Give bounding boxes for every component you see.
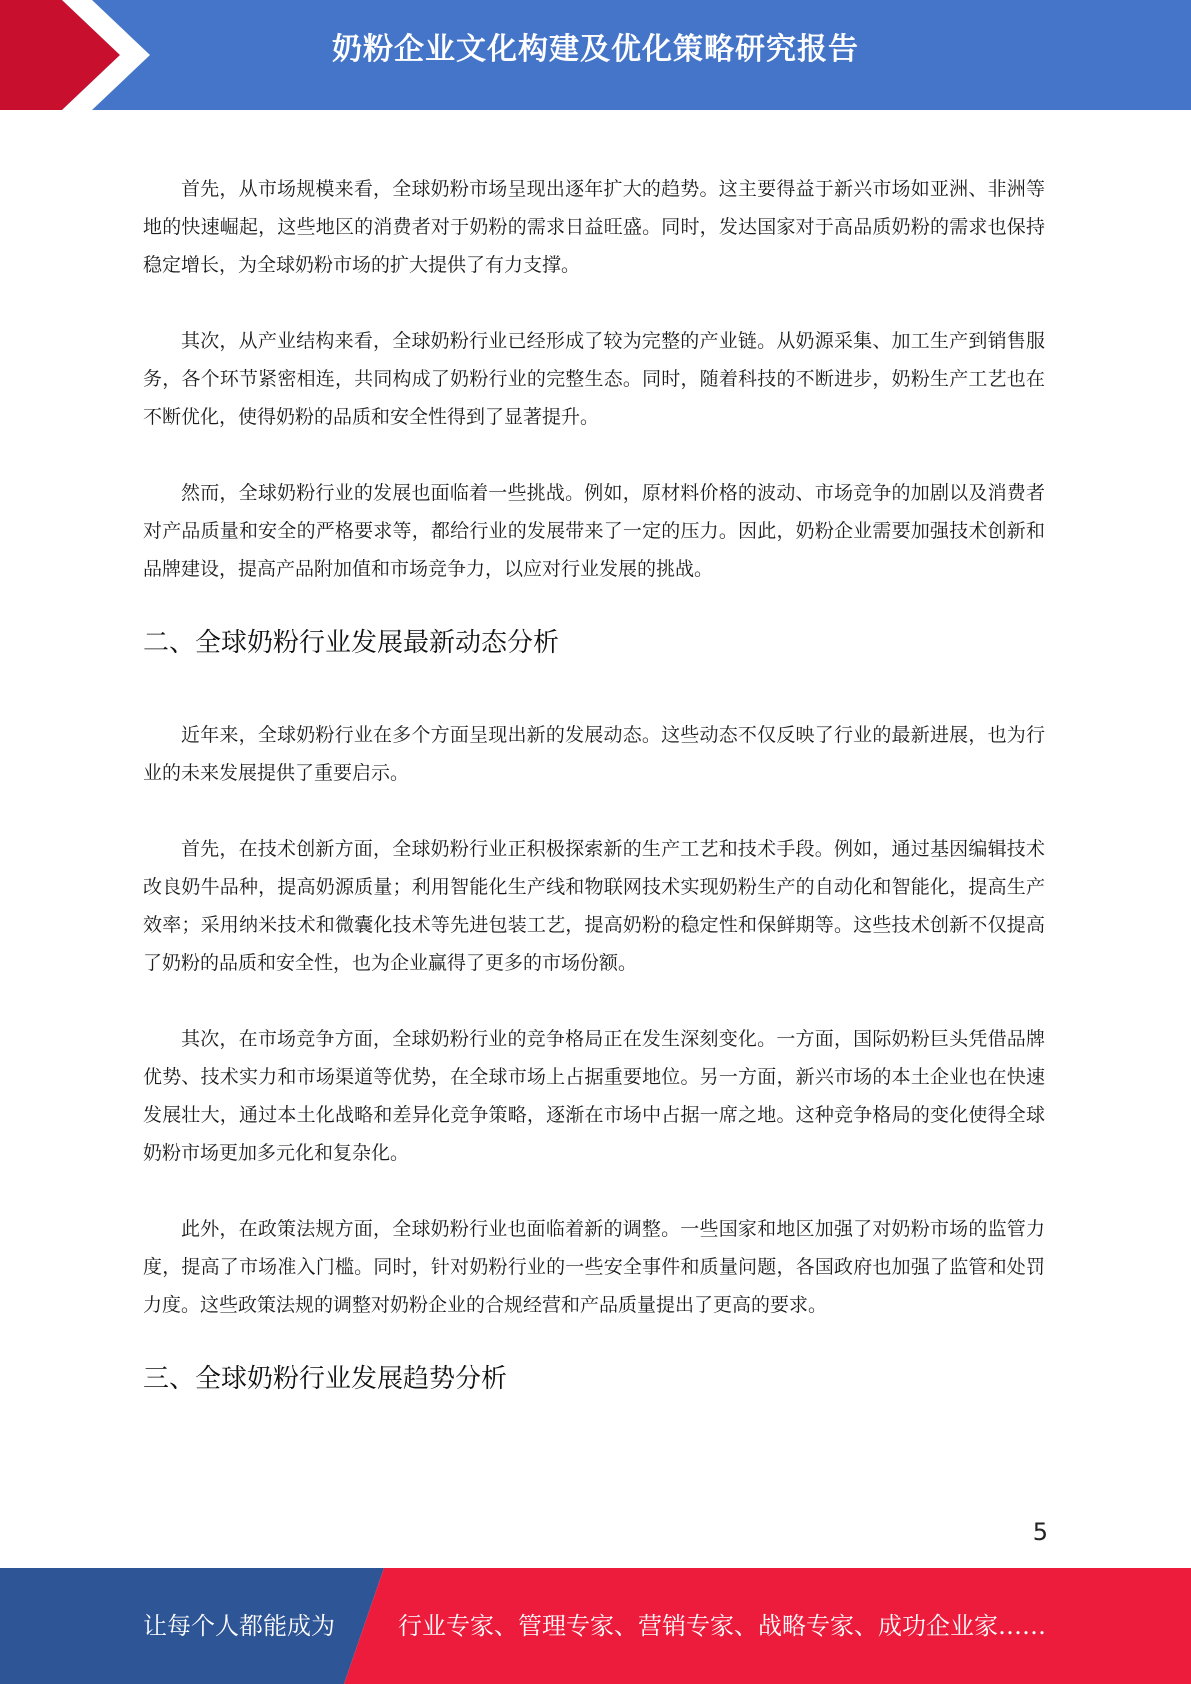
footer-slogan-right: 行业专家、管理专家、营销专家、战略专家、成功企业家…… — [398, 1612, 1046, 1640]
paragraph: 然而，全球奶粉行业的发展也面临着一些挑战。例如，原材料价格的波动、市场竞争的加剧以及消费者对产品质量和安全的严格要求等，都给行业的发展带来了一定的压力。因此，奶粉企业需要加强技术创新和品牌建设，提高产品附加值和市场竞争力，以应对行业发展的挑战。 — [143, 482, 1045, 580]
page-header — [0, 0, 1191, 110]
paragraph: 此外，在政策法规方面，全球奶粉行业也面临着新的调整。一些国家和地区加强了对奶粉市场的监管力度，提高了市场准入门槛。同时，针对奶粉行业的一些安全事件和质量问题，各国政府也加强了监管和处罚力度。这些政策法规的调整对奶粉企业的合规经营和产品质量提出了更高的要求。 — [143, 1218, 1045, 1316]
page-footer — [0, 1568, 1191, 1684]
page-number: 5 — [1032, 1518, 1048, 1546]
paragraph: 近年来，全球奶粉行业在多个方面呈现出新的发展动态。这些动态不仅反映了行业的最新进展，也为行业的未来发展提供了重要启示。 — [143, 724, 1045, 784]
paragraph: 首先，从市场规模来看，全球奶粉市场呈现出逐年扩大的趋势。这主要得益于新兴市场如亚洲、非洲等地的快速崛起，这些地区的消费者对于奶粉的需求日益旺盛。同时，发达国家对于高品质奶粉的需求也保持稳定增长，为全球奶粉市场的扩大提供了有力支撑。 — [143, 178, 1045, 276]
main-content — [143, 170, 1045, 1452]
section-heading: 三、全球奶粉行业发展趋势分析 — [143, 1364, 508, 1394]
section-heading: 二、全球奶粉行业发展最新动态分析 — [143, 628, 560, 658]
paragraph: 首先，在技术创新方面，全球奶粉行业正积极探索新的生产工艺和技术手段。例如，通过基因编辑技术改良奶牛品种，提高奶源质量；利用智能化生产线和物联网技术实现奶粉生产的自动化和智能化，提高生产效率；采用纳米技术和微囊化技术等先进包装工艺，提高奶粉的稳定性和保鲜期等。这些技术创新不仅提高了奶粉的品质和安全性，也为企业赢得了更多的市场份额。 — [143, 838, 1045, 974]
header-arrow-decoration — [0, 0, 150, 110]
paragraph: 其次，从产业结构来看，全球奶粉行业已经形成了较为完整的产业链。从奶源采集、加工生产到销售服务，各个环节紧密相连，共同构成了奶粉行业的完整生态。同时，随着科技的不断进步，奶粉生产工艺也在不断优化，使得奶粉的品质和安全性得到了显著提升。 — [143, 330, 1045, 428]
paragraph: 其次，在市场竞争方面，全球奶粉行业的竞争格局正在发生深刻变化。一方面，国际奶粉巨头凭借品牌优势、技术实力和市场渠道等优势，在全球市场上占据重要地位。另一方面，新兴市场的本土企业也在快速发展壮大，通过本土化战略和差异化竞争策略，逐渐在市场中占据一席之地。这种竞争格局的变化使得全球奶粉市场更加多元化和复杂化。 — [143, 1028, 1045, 1164]
footer-slogan-left: 让每个人都能成为 — [143, 1612, 335, 1640]
document-title: 奶粉企业文化构建及优化策略研究报告 — [332, 32, 859, 67]
